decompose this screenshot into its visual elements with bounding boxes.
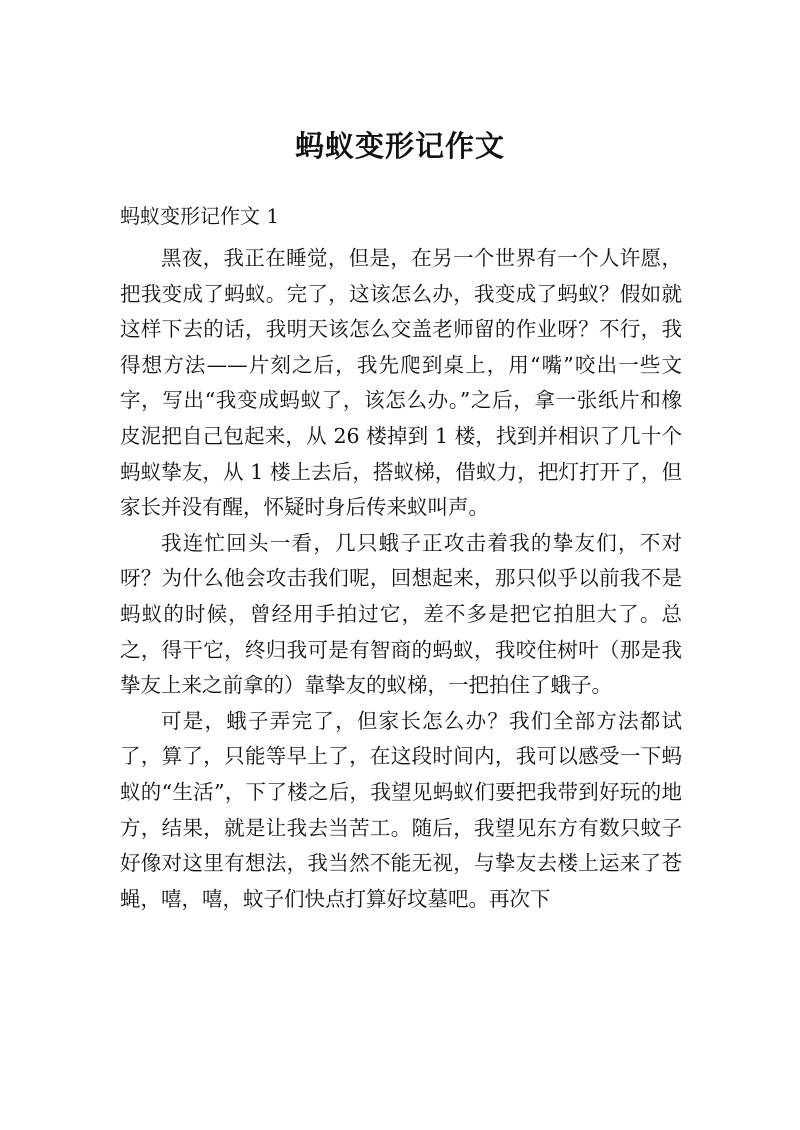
essay-body	[120, 241, 682, 917]
essay-subtitle: 蚂蚁变形记作文 1	[120, 204, 280, 228]
paragraph: 黑夜，我正在睡觉，但是，在另一个世界有一个人许愿，把我变成了蚂蚁。完了，这该怎么办，我变成了蚂蚁？假如就这样下去的话，我明天该怎么交盖老师留的作业呀？不行，我得想方法——片刻之后，我先爬到桌上，用“嘴”咬出一些文字，写出“我变成蚂蚁了，该怎么办。”之后，拿一张纸片和橡皮泥把自己包起来，从 26 楼掉到 1 楼，找到并相识了几十个蚂蚁挚友，从 1 楼上去后，搭蚁梯，借蚁力，把灯打开了，但家长并没有醒，怀疑时身后传来蚁叫声。	[120, 246, 682, 520]
paragraph: 我连忙回头一看，几只蛾子正攻击着我的挚友们，不对呀？为什么他会攻击我们呢，回想起来，那只似乎以前我不是蚂蚁的时候，曾经用手拍过它，差不多是把它拍胆大了。总之，得干它，终归我可是有智商的蚂蚁，我咬住树叶（那是我挚友上来之前拿的）靠挚友的蚁梯，一把拍住了蛾子。	[120, 530, 682, 698]
document-title: 蚂蚁变形记作文	[294, 129, 505, 163]
paragraph: 可是，蛾子弄完了，但家长怎么办？我们全部方法都试了，算了，只能等早上了，在这段时间内，我可以感受一下蚂蚁的“生活”，下了楼之后，我望见蚂蚁们要把我带到好玩的地方，结果，就是让我去当苦工。随后，我望见东方有数只蚊子好像对这里有想法，我当然不能无视，与挚友去楼上运来了苍蝇，嘻，嘻，蚊子们快点打算好坟墓吧。再次下	[120, 708, 682, 911]
